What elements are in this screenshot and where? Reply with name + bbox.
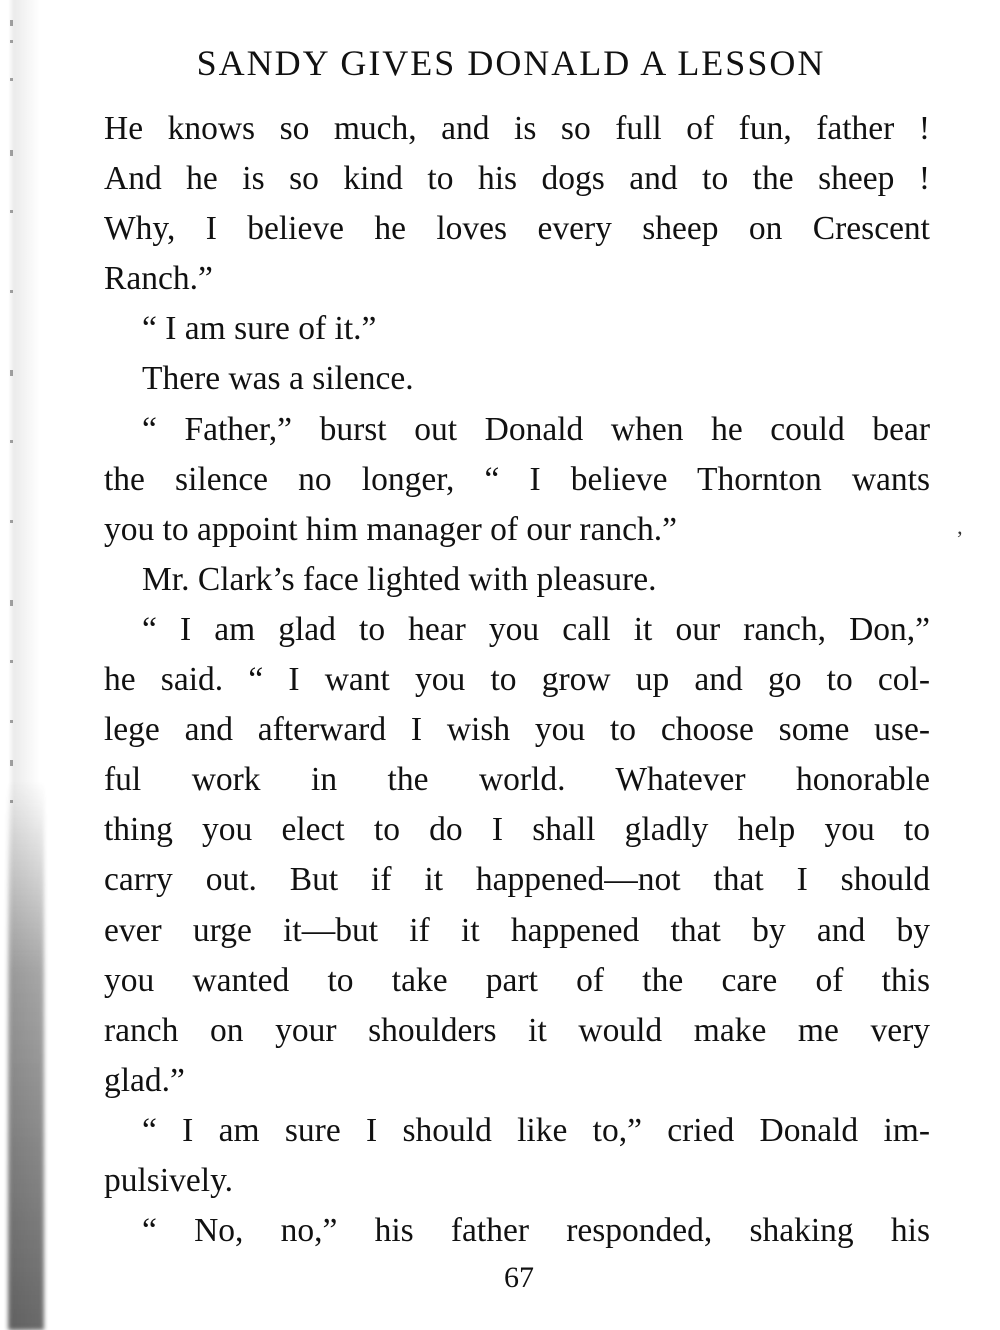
running-header: SANDY GIVES DONALD A LESSON xyxy=(196,43,826,83)
text-line: Why, I believe he loves every sheep on Crescent xyxy=(104,210,930,248)
text-line: He knows so much, and is so full of fun, father ! xyxy=(104,110,930,147)
text-line: And he is so kind to his dogs and to the sheep ! xyxy=(104,160,930,198)
gutter-speck xyxy=(10,600,13,606)
text-line: Ranch.” xyxy=(104,260,213,298)
text-line: glad.” xyxy=(104,1061,185,1099)
text-line: you wanted to take part of the care of this xyxy=(104,961,930,999)
gutter-speck xyxy=(10,40,13,43)
text-line: carry out. But if it happened—not that I should xyxy=(104,861,930,899)
text-line: the silence no longer, “ I believe Thornton wants xyxy=(104,460,930,498)
text-line: pulsively. xyxy=(104,1161,234,1199)
gutter-speck xyxy=(10,660,13,663)
text-line: Mr. Clark’s face lighted with pleasure. xyxy=(142,560,657,598)
gutter-speck xyxy=(10,720,13,723)
text-line: “ I am sure I should like to,” cried Donald im- xyxy=(142,1111,930,1149)
gutter-speck xyxy=(10,150,13,156)
gutter-speck xyxy=(10,210,13,213)
text-line: “ Father,” burst out Donald when he could bear xyxy=(142,410,930,448)
gutter-speck xyxy=(10,20,13,26)
gutter-speck xyxy=(10,520,13,523)
text-line: ranch on your shoulders it would make me very xyxy=(104,1011,930,1049)
gutter-speck xyxy=(10,800,13,803)
text-line: “ I am sure of it.” xyxy=(142,310,377,348)
gutter-speck xyxy=(10,370,13,376)
page-number: 67 xyxy=(504,1261,534,1294)
text-line: he said. “ I want you to grow up and go to col- xyxy=(104,661,930,699)
text-line: “ No, no,” his father responded, shaking his xyxy=(142,1212,930,1250)
gutter-speck xyxy=(10,440,13,443)
text-line: ever urge it—but if it happened that by and by xyxy=(104,911,930,949)
gutter-speck xyxy=(10,290,13,293)
body-text xyxy=(104,104,930,1256)
gutter-speck xyxy=(10,78,13,81)
gutter-speck xyxy=(10,760,13,766)
text-line: thing you elect to do I shall gladly help you to xyxy=(104,811,930,849)
text-line: There was a silence. xyxy=(142,360,414,398)
binding-gutter-dark-edge xyxy=(8,780,44,1330)
text-line: lege and afterward I wish you to choose some use- xyxy=(104,711,930,749)
text-line: you to appoint him manager of our ranch.” xyxy=(104,510,678,548)
text-line: ful work in the world. Whatever honorable xyxy=(104,761,930,799)
stray-ink-mark: ’ xyxy=(956,526,964,551)
text-line: “ I am glad to hear you call it our ranch, Don,” xyxy=(142,610,930,648)
